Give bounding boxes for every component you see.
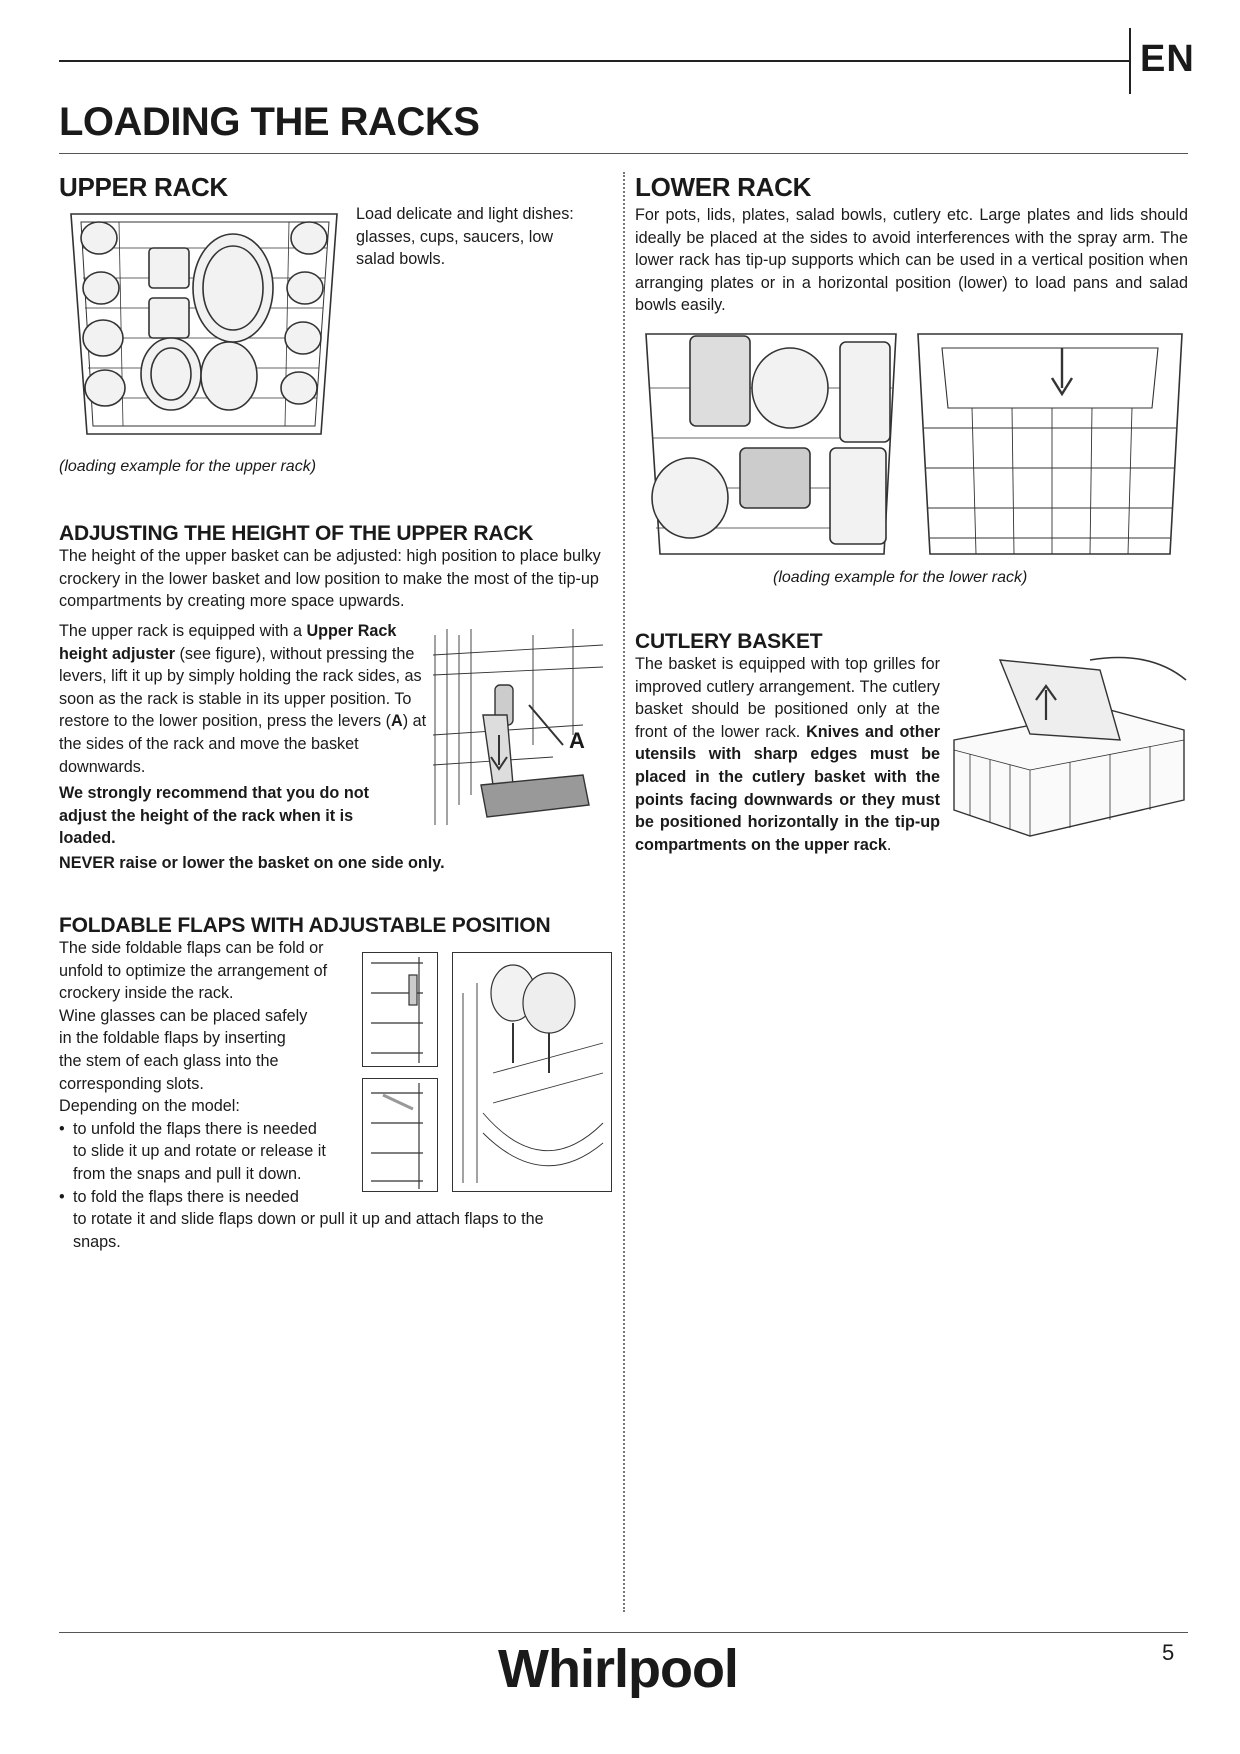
foldable-line: corresponding slots. <box>59 1074 204 1093</box>
foldable-line: in the foldable flaps by inserting <box>59 1029 286 1048</box>
column-divider <box>623 172 625 1612</box>
footer-rule <box>59 1632 1188 1633</box>
bullet-unfold <box>59 1118 359 1186</box>
adjusting-instructions <box>59 620 431 778</box>
whirlpool-logo: Whirlpool <box>498 1639 738 1699</box>
foldable-line: Depending on the model: <box>59 1097 240 1116</box>
wine-glass-flaps-figure <box>452 952 612 1192</box>
cutlery-intro: The basket is equipped with top grilles for improved cutlery arrangement. The cutlery basket should be positioned only at the front of the lower rack. <box>635 655 940 741</box>
upper-rack-text: Load delicate and light dishes: glasses, cups, saucers, low salad bowls. <box>356 205 574 269</box>
bullet-line: • to fold the flaps there is needed <box>73 1187 299 1206</box>
lower-rack-text: For pots, lids, plates, salad bowls, cutlery etc. Large plates and lids should ideally be placed at the sides to avoid interferences with the spray arm. The lower rack has tip-up supports which can be used in a vertical position when arranging plates or in a horizontal position (lower) to load pans and salad bowls easily. <box>635 206 1188 315</box>
lower-rack-loaded-figure <box>640 328 902 560</box>
adjusting-never: NEVER raise or lower the basket on one side only. <box>59 854 445 872</box>
height-adjuster-figure <box>433 625 611 837</box>
instructions-part: (see figure), without pressing the levers, lift it up by simply holding the rack sides, as soon as the rack is stable in its upper position. To restore to the lower position, press the levers ( <box>59 644 422 731</box>
cutlery-text <box>635 653 940 856</box>
upper-rack-figure <box>59 208 349 440</box>
title-rule <box>59 153 1188 154</box>
top-rule <box>59 60 1129 62</box>
page-title: LOADING THE RACKS <box>59 100 480 144</box>
instructions-part: ) at the sides of the rack and move the basket downwards. <box>59 712 427 776</box>
bullet-line: to slide it up and rotate or release it <box>73 1142 326 1161</box>
foldable-line: crockery inside the rack. <box>59 984 234 1003</box>
foldable-line: unfold to optimize the arrangement of <box>59 961 328 980</box>
lever-label: A <box>391 712 403 731</box>
bullet-line: snaps. <box>73 1232 121 1251</box>
foldable-bullets <box>59 1118 544 1254</box>
cutlery-basket-figure <box>950 650 1188 840</box>
cutlery-warning: Knives and other utensils with sharp edges must be placed in the cutlery basket with the points facing downwards or they must be positioned horizontally in the tip-up compartments on the upper rack <box>635 722 940 854</box>
flap-fold-figure <box>362 1078 438 1192</box>
foldable-text <box>59 937 544 1253</box>
foldable-line: Wine glasses can be placed safely <box>59 1006 308 1025</box>
adjusting-intro: The height of the upper basket can be adjusted: high position to place bulky crockery in the lower basket and low position to make the most of the tip-up compartments by creating more space upwards. <box>59 547 601 611</box>
cutlery-tail: . <box>886 835 892 854</box>
language-label: EN <box>1140 38 1195 80</box>
upper-rack-heading: UPPER RACK <box>59 172 228 202</box>
height-adjuster-label: Upper Rack height adjuster <box>59 622 397 663</box>
instructions-part: The upper rack is equipped with a <box>59 622 307 640</box>
lower-rack-heading: LOWER RACK <box>635 172 812 202</box>
foldable-heading: FOLDABLE FLAPS WITH ADJUSTABLE POSITION <box>59 914 551 937</box>
upper-rack-caption: (loading example for the upper rack) <box>59 458 317 475</box>
figure-label-a: A <box>569 728 585 753</box>
adjusting-heading: ADJUSTING THE HEIGHT OF THE UPPER RACK <box>59 522 534 545</box>
lower-rack-empty-figure <box>912 328 1188 560</box>
foldable-line: the stem of each glass into the <box>59 1051 279 1070</box>
bullet-line: to rotate it and slide flaps down or pull it up and attach flaps to the <box>73 1210 544 1229</box>
flap-unfold-figure <box>362 952 438 1067</box>
bullet-line: • to unfold the flaps there is needed <box>73 1119 317 1138</box>
lower-rack-caption: (loading example for the lower rack) <box>773 569 1028 586</box>
cutlery-heading: CUTLERY BASKET <box>635 630 823 653</box>
bullet-line: from the snaps and pull it down. <box>73 1164 302 1183</box>
page-number: 5 <box>1162 1640 1175 1665</box>
language-divider <box>1129 28 1131 94</box>
adjusting-warning: We strongly recommend that you do not adjust the height of the rack when it is loaded. <box>59 784 369 848</box>
bullet-fold <box>59 1186 633 1254</box>
foldable-line: The side foldable flaps can be fold or <box>59 939 324 957</box>
